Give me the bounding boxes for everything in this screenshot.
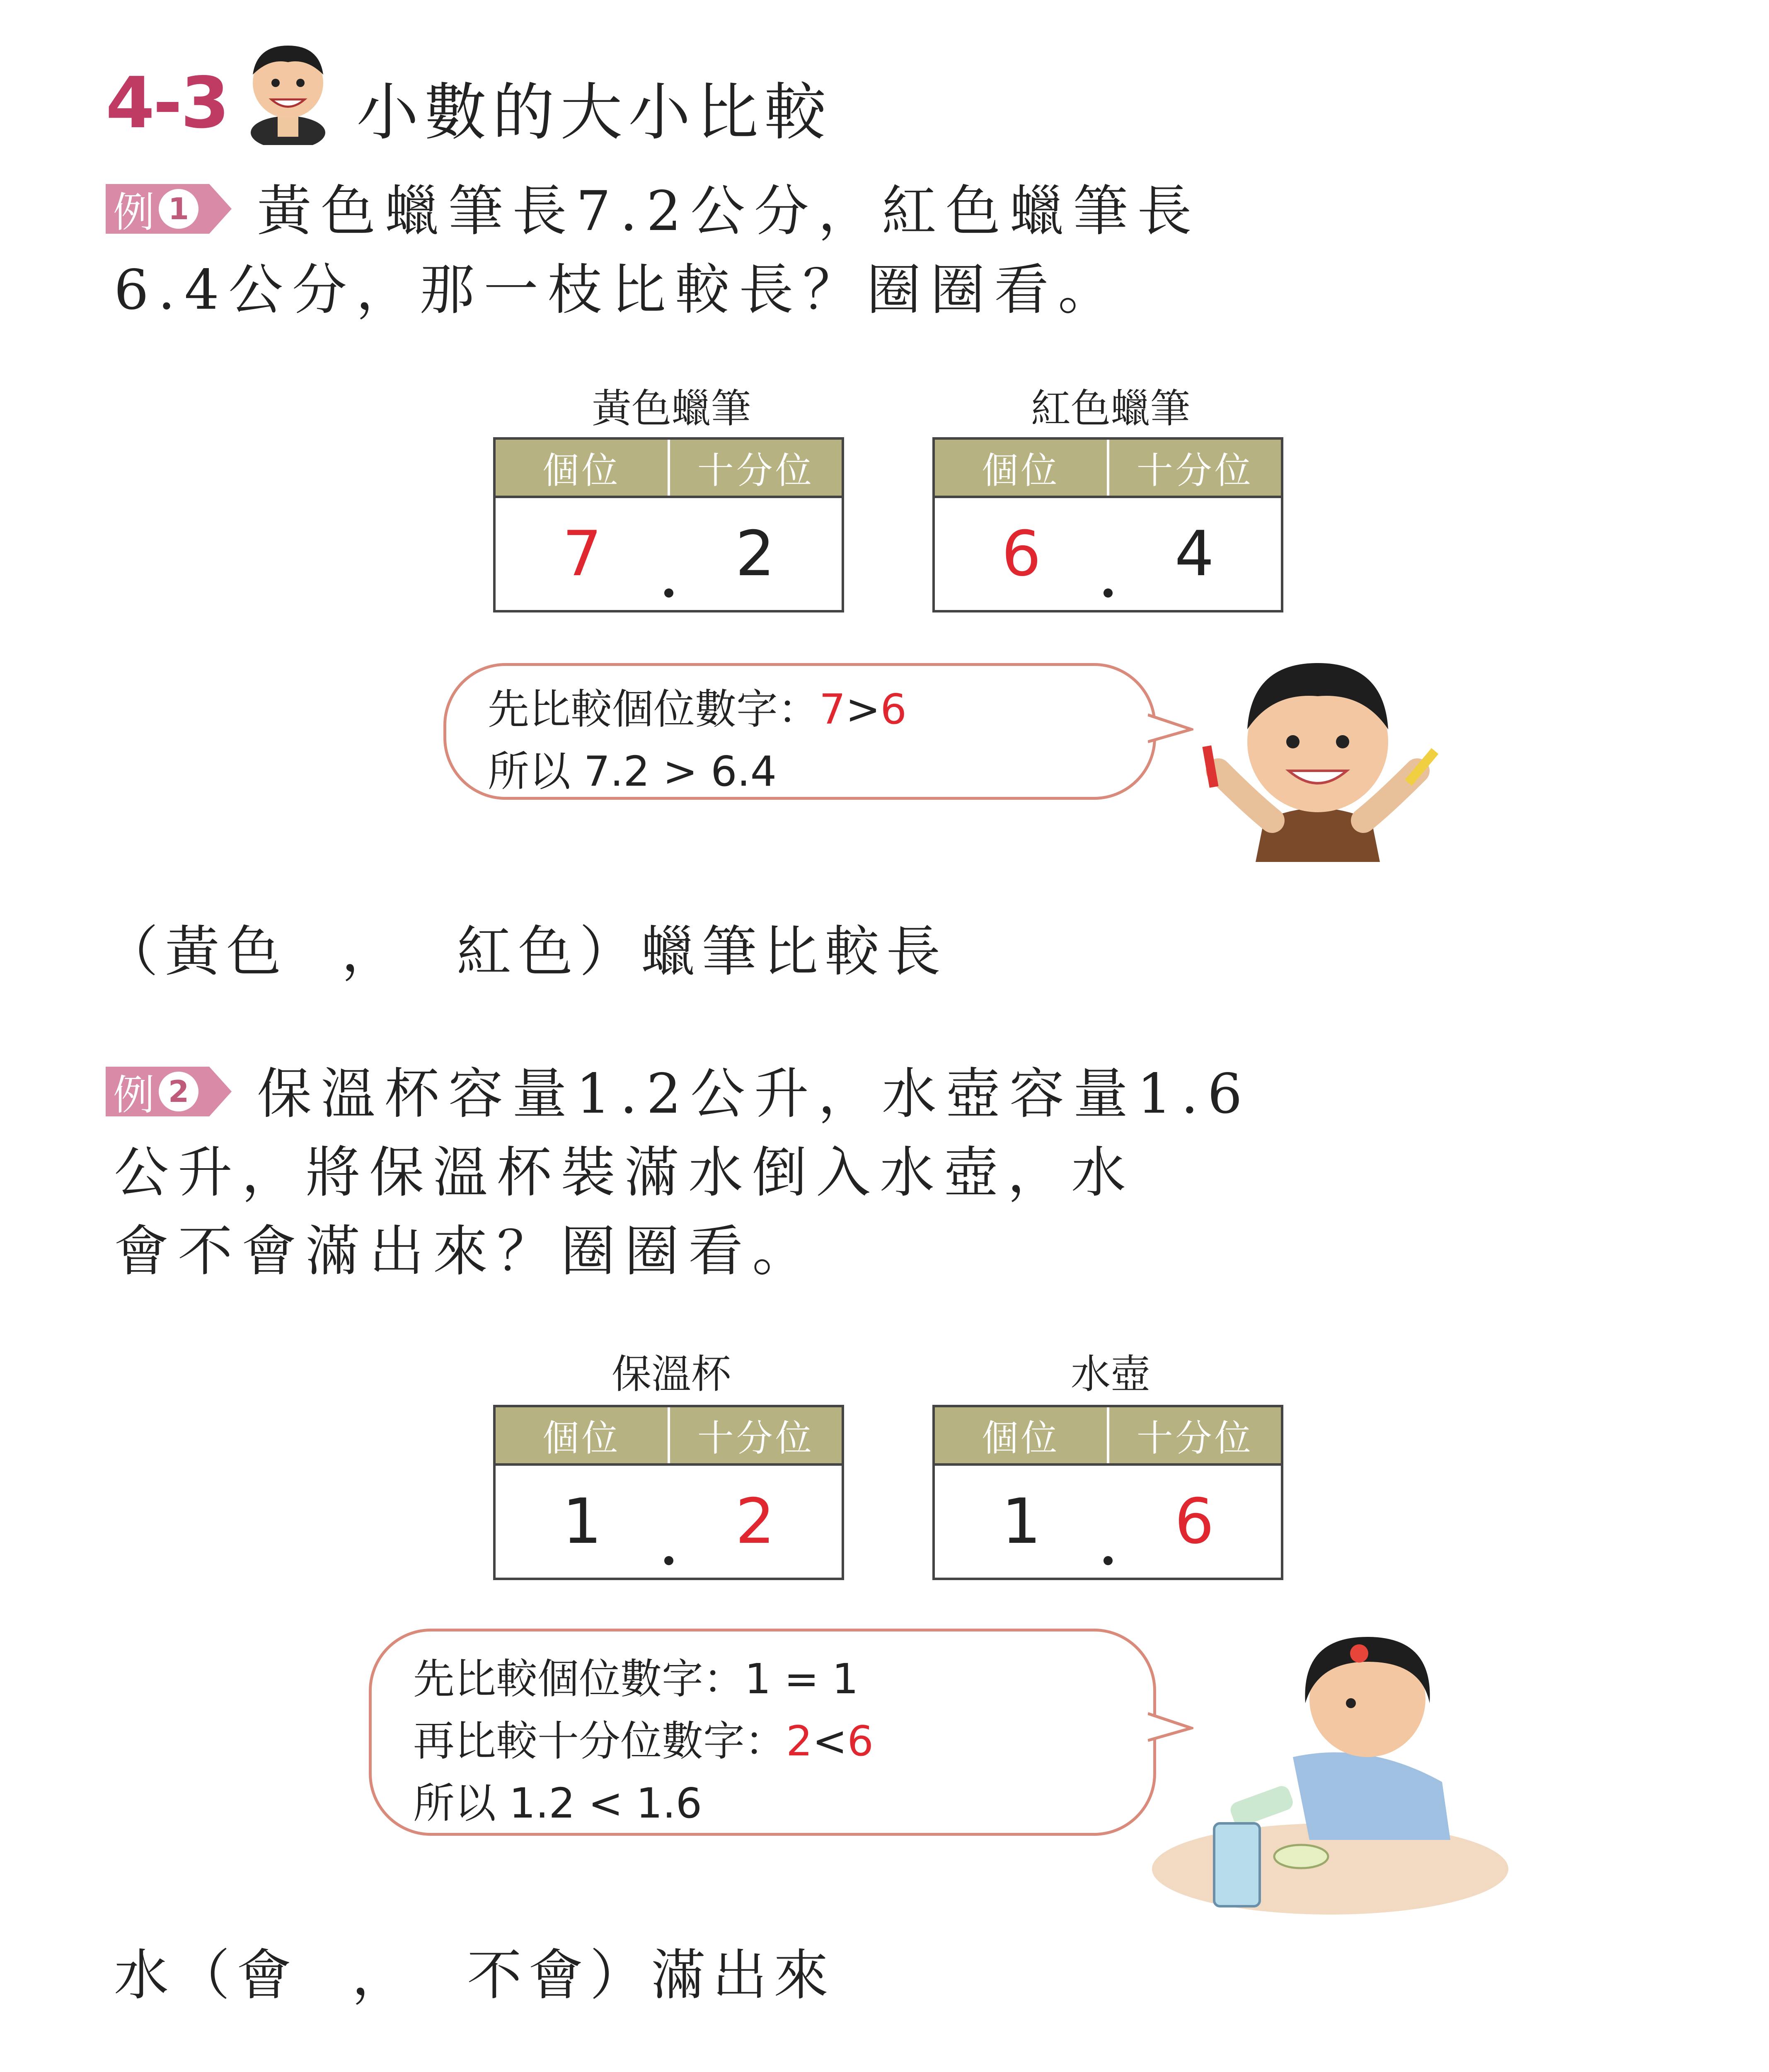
option-red[interactable]: 紅色 — [457, 920, 579, 984]
decimal-point — [664, 588, 673, 598]
example-number: 2 — [159, 1072, 198, 1111]
example-2-badge — [106, 1065, 232, 1118]
place-value-table-yellow — [493, 437, 844, 612]
decimal-point — [664, 1556, 673, 1565]
example-2-line-3: 會不會滿出來？圈圈看。 — [114, 1220, 816, 1283]
example-1-question — [257, 172, 1707, 251]
example-2-line-1: 保溫杯容量1.2公升，水壺容量1.6 — [257, 1062, 1251, 1126]
tenths-digit: 2 — [735, 1486, 775, 1558]
section-number: 4-3 — [106, 62, 228, 144]
boy-mascot-icon — [232, 33, 344, 145]
section-title: 小數的大小比較 — [356, 77, 832, 149]
option-yellow[interactable]: 黃色 — [165, 920, 288, 984]
tenths-digit: 2 — [735, 518, 775, 590]
example-1-badge — [106, 182, 232, 235]
example-2-answer: 水（會 ， 不會）滿出來 — [114, 1944, 835, 2007]
header-ones: 個位 — [542, 449, 621, 492]
tenths-digit: 6 — [1174, 1486, 1214, 1558]
option-will-not[interactable]: 不會 — [467, 1944, 590, 2007]
table-label-yellow-crayon: 黃色蠟筆 — [592, 385, 751, 432]
header-ones: 個位 — [982, 1416, 1060, 1460]
example-2-line-2: 公升，將保溫杯裝滿水倒入水壺，水 — [114, 1141, 1135, 1205]
option-will[interactable]: 會 — [237, 1944, 298, 2007]
header-tenths: 十分位 — [1107, 1407, 1281, 1463]
ones-digit: 1 — [562, 1486, 602, 1558]
table-label-thermos: 保溫杯 — [612, 1351, 731, 1397]
hint-line-2: 再比較十分位數字：2<6 — [413, 1717, 874, 1765]
hint-line-3: 所以 1.2 < 1.6 — [413, 1779, 702, 1828]
hint-line-1: 先比較個位數字：7>6 — [488, 685, 907, 733]
header-tenths: 十分位 — [668, 1407, 842, 1463]
hint-bubble-1 — [443, 663, 1156, 800]
table-label-kettle: 水壺 — [1071, 1351, 1150, 1397]
ones-digit: 7 — [562, 518, 602, 590]
example-1-line-1: 黃色蠟筆長7.2公分，紅色蠟筆長 — [257, 179, 1201, 243]
decimal-point — [1104, 1556, 1113, 1565]
bubble-tail — [1148, 713, 1193, 746]
example-1-line-2: 6.4公分，那一枝比較長？圈圈看。 — [114, 258, 1122, 322]
example-number: 1 — [159, 189, 198, 229]
ones-digit: 6 — [1002, 518, 1041, 590]
header-tenths: 十分位 — [668, 440, 842, 496]
example-1-answer: （黃色 ， 紅色）蠟筆比較長 — [104, 920, 947, 984]
tenths-digit: 4 — [1174, 518, 1214, 590]
header-ones: 個位 — [542, 1416, 621, 1460]
decimal-point — [1104, 588, 1113, 598]
girl-pouring-water-icon — [1135, 1608, 1525, 1931]
boy-with-crayon-icon — [1169, 646, 1467, 862]
example-label: 例 — [113, 1071, 155, 1119]
place-value-table-thermos — [493, 1405, 844, 1580]
table-label-red-crayon: 紅色蠟筆 — [1031, 385, 1190, 432]
hint-line-1: 先比較個位數字：1 = 1 — [413, 1655, 859, 1703]
ones-digit: 1 — [1002, 1486, 1041, 1558]
place-value-table-red — [932, 437, 1283, 612]
hint-line-2: 所以 7.2 > 6.4 — [488, 747, 777, 796]
example-label: 例 — [113, 188, 155, 237]
place-value-table-kettle — [932, 1405, 1283, 1580]
header-ones: 個位 — [982, 449, 1060, 492]
example-1-question-cont — [114, 251, 1689, 329]
header-tenths: 十分位 — [1107, 440, 1281, 496]
hint-bubble-2 — [369, 1629, 1156, 1836]
